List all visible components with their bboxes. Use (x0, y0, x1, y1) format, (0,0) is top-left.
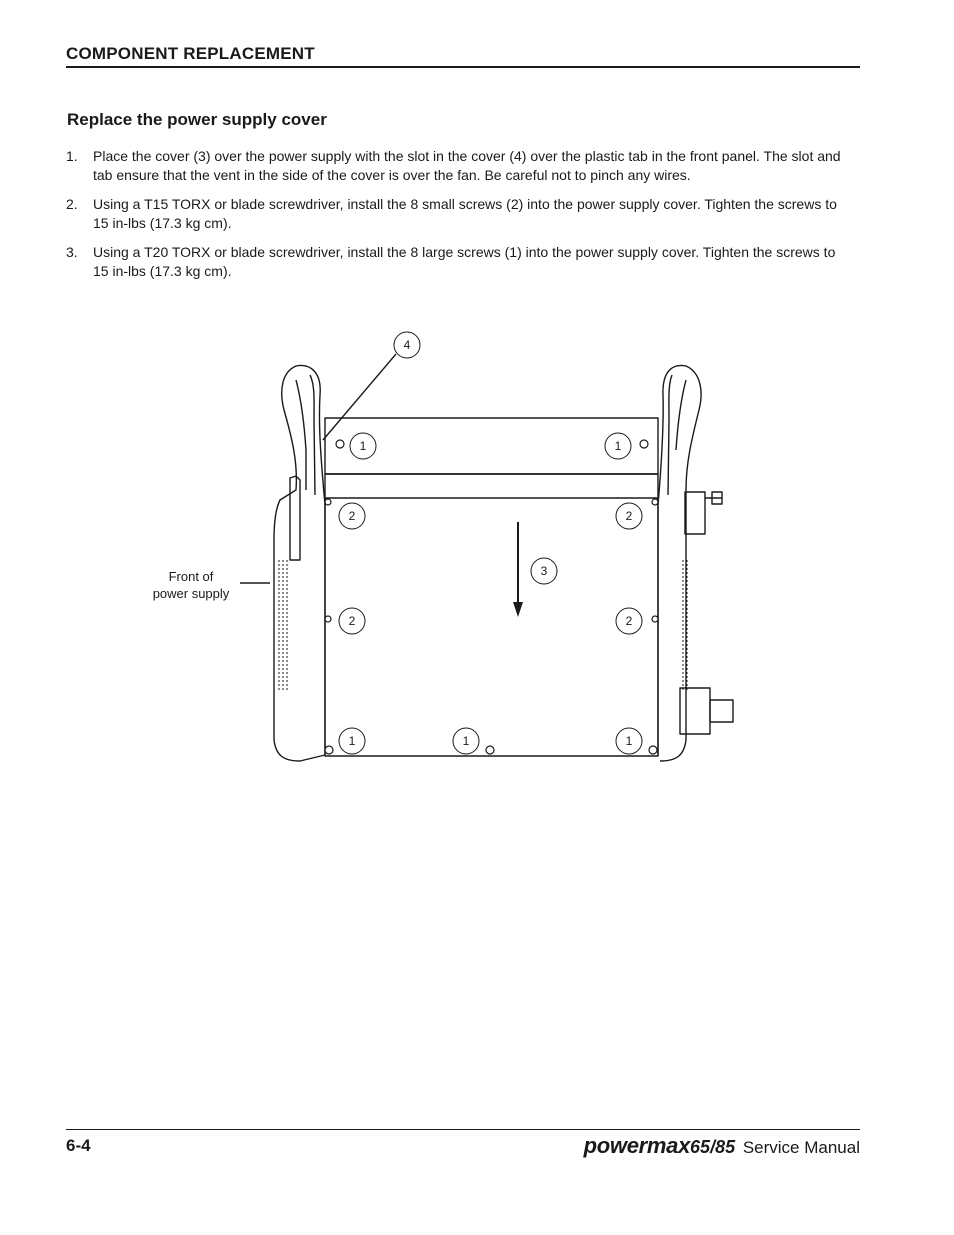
step-text: Using a T20 TORX or blade screwdriver, install the 8 large screws (1) into the power supply cover. Tighten the screws to 15 in-lbs (17.3 kg cm). (93, 244, 836, 279)
leader-line (323, 354, 396, 440)
left-handle-inner (310, 375, 315, 495)
screw-icon (652, 499, 658, 505)
caption-line: Front of (168, 569, 214, 584)
step-list (66, 147, 846, 291)
footer-brand (584, 1133, 860, 1159)
step-item (66, 243, 846, 281)
screw-icon (336, 440, 344, 448)
callout-3-label: 3 (540, 564, 548, 578)
callout-1-label: 1 (625, 734, 633, 748)
step-number: 2. (66, 196, 78, 212)
procedure-title: Replace the power supply cover (67, 110, 327, 129)
left-handle-outline (274, 365, 325, 761)
right-connector (685, 492, 705, 534)
left-vent (279, 560, 287, 690)
right-fitting-cap (710, 700, 733, 722)
callout-2-label: 2 (625, 614, 633, 628)
caption-line: power supply (152, 586, 230, 601)
section-header (66, 44, 860, 68)
screw-icon (325, 616, 331, 622)
screw-icon (649, 746, 657, 754)
callout-1-label: 1 (462, 734, 470, 748)
left-grip (290, 476, 300, 560)
cover-body (325, 474, 658, 756)
callout-2-label: 2 (625, 509, 633, 523)
callout-2-label: 2 (348, 509, 356, 523)
right-fitting (680, 688, 710, 734)
screw-icon (652, 616, 658, 622)
callout-2-label: 2 (348, 614, 356, 628)
callout-1-label: 1 (614, 439, 622, 453)
step-item (66, 195, 846, 233)
screw-icon (325, 746, 333, 754)
screw-icon (486, 746, 494, 754)
step-number: 3. (66, 244, 78, 260)
manual-label: Service Manual (742, 1138, 860, 1157)
step-number: 1. (66, 148, 78, 164)
brand-logo-model: 65/85 (690, 1137, 736, 1157)
brand-logo-name: powermax (583, 1133, 691, 1158)
page-number: 6-4 (66, 1136, 91, 1155)
section-title: COMPONENT REPLACEMENT (66, 44, 315, 63)
left-handle-inner (296, 380, 306, 490)
arrow-head-icon (513, 602, 523, 617)
screw-icon (325, 499, 331, 505)
right-handle-inner (668, 375, 672, 495)
step-item (66, 147, 846, 185)
step-text: Using a T15 TORX or blade screwdriver, install the 8 small screws (2) into the power supply cover. Tighten the screws to 15 in-lbs (17.3 kg cm). (93, 196, 837, 231)
power-supply-cover-diagram (140, 325, 760, 770)
right-handle-inner (676, 380, 686, 450)
footer-divider (66, 1129, 860, 1130)
screw-icon (640, 440, 648, 448)
step-text: Place the cover (3) over the power supply with the slot in the cover (4) over the plastic tab in the front panel. The slot and tab ensure that the vent in the side of the cover is over the fan. Be careful not to pinch any wires. (93, 148, 841, 183)
callout-4-label: 4 (403, 338, 411, 352)
callout-1-label: 1 (348, 734, 356, 748)
callout-1-label: 1 (359, 439, 367, 453)
